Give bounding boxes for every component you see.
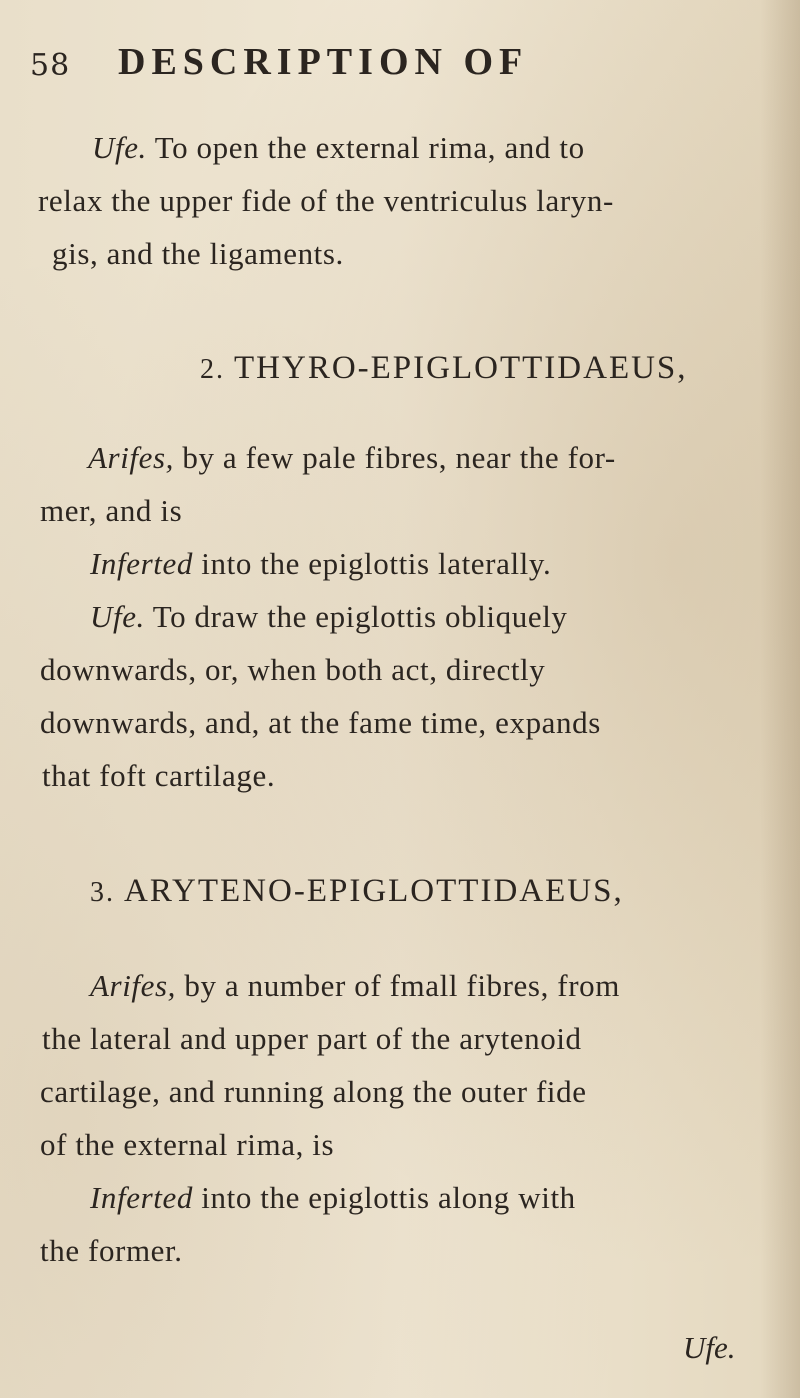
section-title: THYRO-EPIGLOTTIDAEUS, <box>234 350 688 386</box>
text-line <box>90 599 568 635</box>
line-lead: Inferted <box>90 546 193 581</box>
line-text: gis, and the ligaments. <box>52 236 344 271</box>
page-number: 58 <box>30 48 71 83</box>
line-text: into the epiglottis along with <box>192 1180 576 1215</box>
text-line <box>40 493 182 529</box>
text-line <box>42 758 275 794</box>
line-text: by a number of fmall fibres, from <box>176 968 620 1003</box>
text-line <box>40 652 545 688</box>
text-line <box>90 546 551 582</box>
line-text: downwards, and, at the fame time, expands <box>40 705 601 740</box>
text-line <box>40 705 601 741</box>
page-edge-shadow <box>760 0 800 1398</box>
text-line <box>90 1180 576 1216</box>
text-line <box>40 1074 587 1110</box>
line-text: cartilage, and running along the outer fide <box>40 1074 587 1109</box>
line-lead: Arifes, <box>88 440 174 475</box>
section-heading <box>200 350 688 387</box>
line-text: that foft cartilage. <box>42 758 276 793</box>
running-title: DESCRIPTION OF <box>118 41 529 83</box>
line-lead: Arifes, <box>90 968 176 1003</box>
line-text: To open the external rima, and to <box>146 130 585 165</box>
line-text: To draw the epiglottis obliquely <box>144 599 568 634</box>
text-line <box>52 236 344 272</box>
line-text: the lateral and upper part of the arytenoid <box>42 1021 582 1056</box>
section-title: ARYTENO-EPIGLOTTIDAEUS, <box>124 873 624 909</box>
text-line <box>38 183 614 219</box>
text-line <box>40 1233 183 1269</box>
line-text: of the external rima, is <box>40 1127 335 1162</box>
line-text: relax the upper fide of the ventriculus laryn- <box>38 183 614 218</box>
line-lead: Inferted <box>90 1180 193 1215</box>
line-text: by a few pale fibres, near the for- <box>174 440 616 475</box>
text-line <box>88 440 616 476</box>
text-line <box>40 1127 334 1163</box>
line-text: the former. <box>40 1233 183 1268</box>
line-lead: Ufe. <box>90 599 145 634</box>
line-text: mer, and is <box>40 493 183 528</box>
text-line <box>92 130 585 166</box>
line-text: downwards, or, when both act, directly <box>40 652 546 687</box>
section-number: 3. <box>90 877 115 908</box>
section-heading <box>90 873 624 910</box>
text-line <box>90 968 620 1004</box>
line-lead: Ufe. <box>92 130 147 165</box>
line-text: into the epiglottis laterally. <box>192 546 552 581</box>
section-number: 2. <box>200 354 225 385</box>
catchword: Ufe. <box>683 1330 736 1365</box>
text-line <box>42 1021 582 1057</box>
